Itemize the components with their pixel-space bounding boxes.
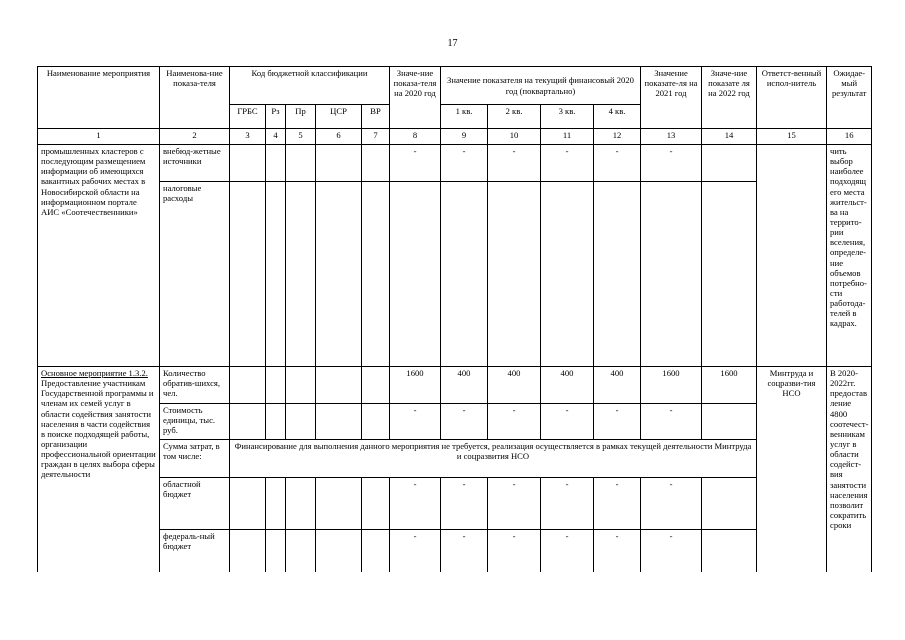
value-cell: -: [488, 404, 541, 440]
column-number: 2: [160, 129, 230, 145]
indicator-cell: внебюд-жетные источники: [160, 145, 230, 182]
header-q4: 4 кв.: [594, 105, 641, 129]
result-cell: чить выбор наиболее подходящ его места жительст-ва на террито-рии вселения, определе-ние объемов потребно-сти работода-телей в кадрах.: [827, 145, 872, 367]
column-number: 13: [641, 129, 702, 145]
activity-title: Основное мероприятие 1.3.2.: [41, 368, 148, 378]
value-cell: 400: [488, 367, 541, 404]
column-number: 3: [230, 129, 266, 145]
header-activity: Наименование мероприятия: [38, 67, 160, 129]
header-q2: 2 кв.: [488, 105, 541, 129]
financing-note: Финансирование для выполнения данного мероприятия не требуется, реализация осуществляется в рамках текущей деятельности Минтруда и соцразвития НСО: [230, 440, 757, 478]
column-number: 12: [594, 129, 641, 145]
value-cell: -: [441, 404, 488, 440]
indicator-cell: Сумма затрат, в том числе:: [160, 440, 230, 478]
header-expected-result: Ожидае-мый результат: [827, 67, 872, 129]
value-cell: -: [390, 530, 441, 572]
table-row: [38, 530, 872, 572]
header-value-2022: Значе-ние показате ля на 2022 год: [702, 67, 757, 129]
header-indicator: Наименова-ние показа-теля: [160, 67, 230, 129]
header-csr: ЦСР: [316, 105, 362, 129]
value-cell: -: [441, 145, 488, 182]
page-number: 17: [447, 38, 458, 49]
indicator-cell: областной бюджет: [160, 478, 230, 530]
header-value-2020: Значе-ние показа-теля на 2020 год: [390, 67, 441, 129]
column-number: 7: [362, 129, 390, 145]
value-cell: -: [641, 404, 702, 440]
column-number: 4: [266, 129, 286, 145]
value-cell: -: [441, 478, 488, 530]
value-cell: 400: [594, 367, 641, 404]
header-value-2021: Значение показате-ля на 2021 год: [641, 67, 702, 129]
value-cell: -: [594, 404, 641, 440]
activity-cell: промышленных кластеров с последующим размещением информации об имеющихся вакантных рабочих местах в Новосибирской области на информационном портале АИС «Соотечественники»: [38, 145, 160, 367]
value-cell: -: [594, 145, 641, 182]
header-current-value: Значение показателя на текущий финансовый 2020 год (поквартально): [441, 67, 641, 105]
value-cell: 400: [441, 367, 488, 404]
header-q1: 1 кв.: [441, 105, 488, 129]
table-row: [38, 182, 872, 367]
result-cell: В 2020-2022гг. предостав ление 4800 соотечест-венникам услуг в области содейст-вия занятости населения позволит сократить сроки: [827, 367, 872, 572]
value-cell: -: [641, 530, 702, 572]
table-row: [38, 478, 872, 530]
value-cell: 1600: [641, 367, 702, 404]
value-cell: -: [541, 404, 594, 440]
value-cell: -: [594, 530, 641, 572]
column-number: 6: [316, 129, 362, 145]
column-number: 9: [441, 129, 488, 145]
column-number-row: [38, 129, 872, 145]
indicator-cell: налоговые расходы: [160, 182, 230, 367]
table-row: [38, 404, 872, 440]
table-row: [38, 145, 872, 182]
header-budget-code: Код бюджетной классификации: [230, 67, 390, 105]
value-cell: -: [594, 478, 641, 530]
column-number: 10: [488, 129, 541, 145]
value-cell: -: [641, 145, 702, 182]
value-cell: -: [641, 478, 702, 530]
indicator-cell: Стоимость единицы, тыс. руб.: [160, 404, 230, 440]
column-number: 16: [827, 129, 872, 145]
responsible-cell: Минтруда и соцразви-тия НСО: [757, 367, 827, 572]
value-cell: -: [541, 478, 594, 530]
column-number: 11: [541, 129, 594, 145]
header-vr: ВР: [362, 105, 390, 129]
header-pr: Пр: [286, 105, 316, 129]
value-cell: 1600: [390, 367, 441, 404]
value-cell: 1600: [702, 367, 757, 404]
table-row: [38, 440, 872, 478]
header-responsible: Ответст-венный испол-нитель: [757, 67, 827, 129]
table-row: [38, 367, 872, 404]
header-q3: 3 кв.: [541, 105, 594, 129]
activity-cell: [38, 367, 160, 572]
column-number: 1: [38, 129, 160, 145]
indicator-cell: Количество обратив-шихся, чел.: [160, 367, 230, 404]
value-cell: -: [488, 478, 541, 530]
header-rz: Рз: [266, 105, 286, 129]
value-cell: -: [390, 478, 441, 530]
activity-text: Предоставление участникам Государственной программы и членам их семей услуг в области содействия занятости населения в части содействия в поиске подходящей работы, организации профессиональной ориентации граждан в целях выбора сферы деятельности: [41, 378, 156, 480]
column-number: 15: [757, 129, 827, 145]
indicator-cell: федераль-ный бюджет: [160, 530, 230, 572]
column-number: 14: [702, 129, 757, 145]
value-cell: -: [390, 404, 441, 440]
value-cell: 400: [541, 367, 594, 404]
value-cell: -: [488, 530, 541, 572]
value-cell: -: [541, 530, 594, 572]
value-cell: -: [441, 530, 488, 572]
header-grbs: ГРБС: [230, 105, 266, 129]
activity-table: [37, 66, 872, 572]
value-cell: -: [541, 145, 594, 182]
value-cell: -: [488, 145, 541, 182]
column-number: 8: [390, 129, 441, 145]
column-number: 5: [286, 129, 316, 145]
value-cell: -: [390, 145, 441, 182]
